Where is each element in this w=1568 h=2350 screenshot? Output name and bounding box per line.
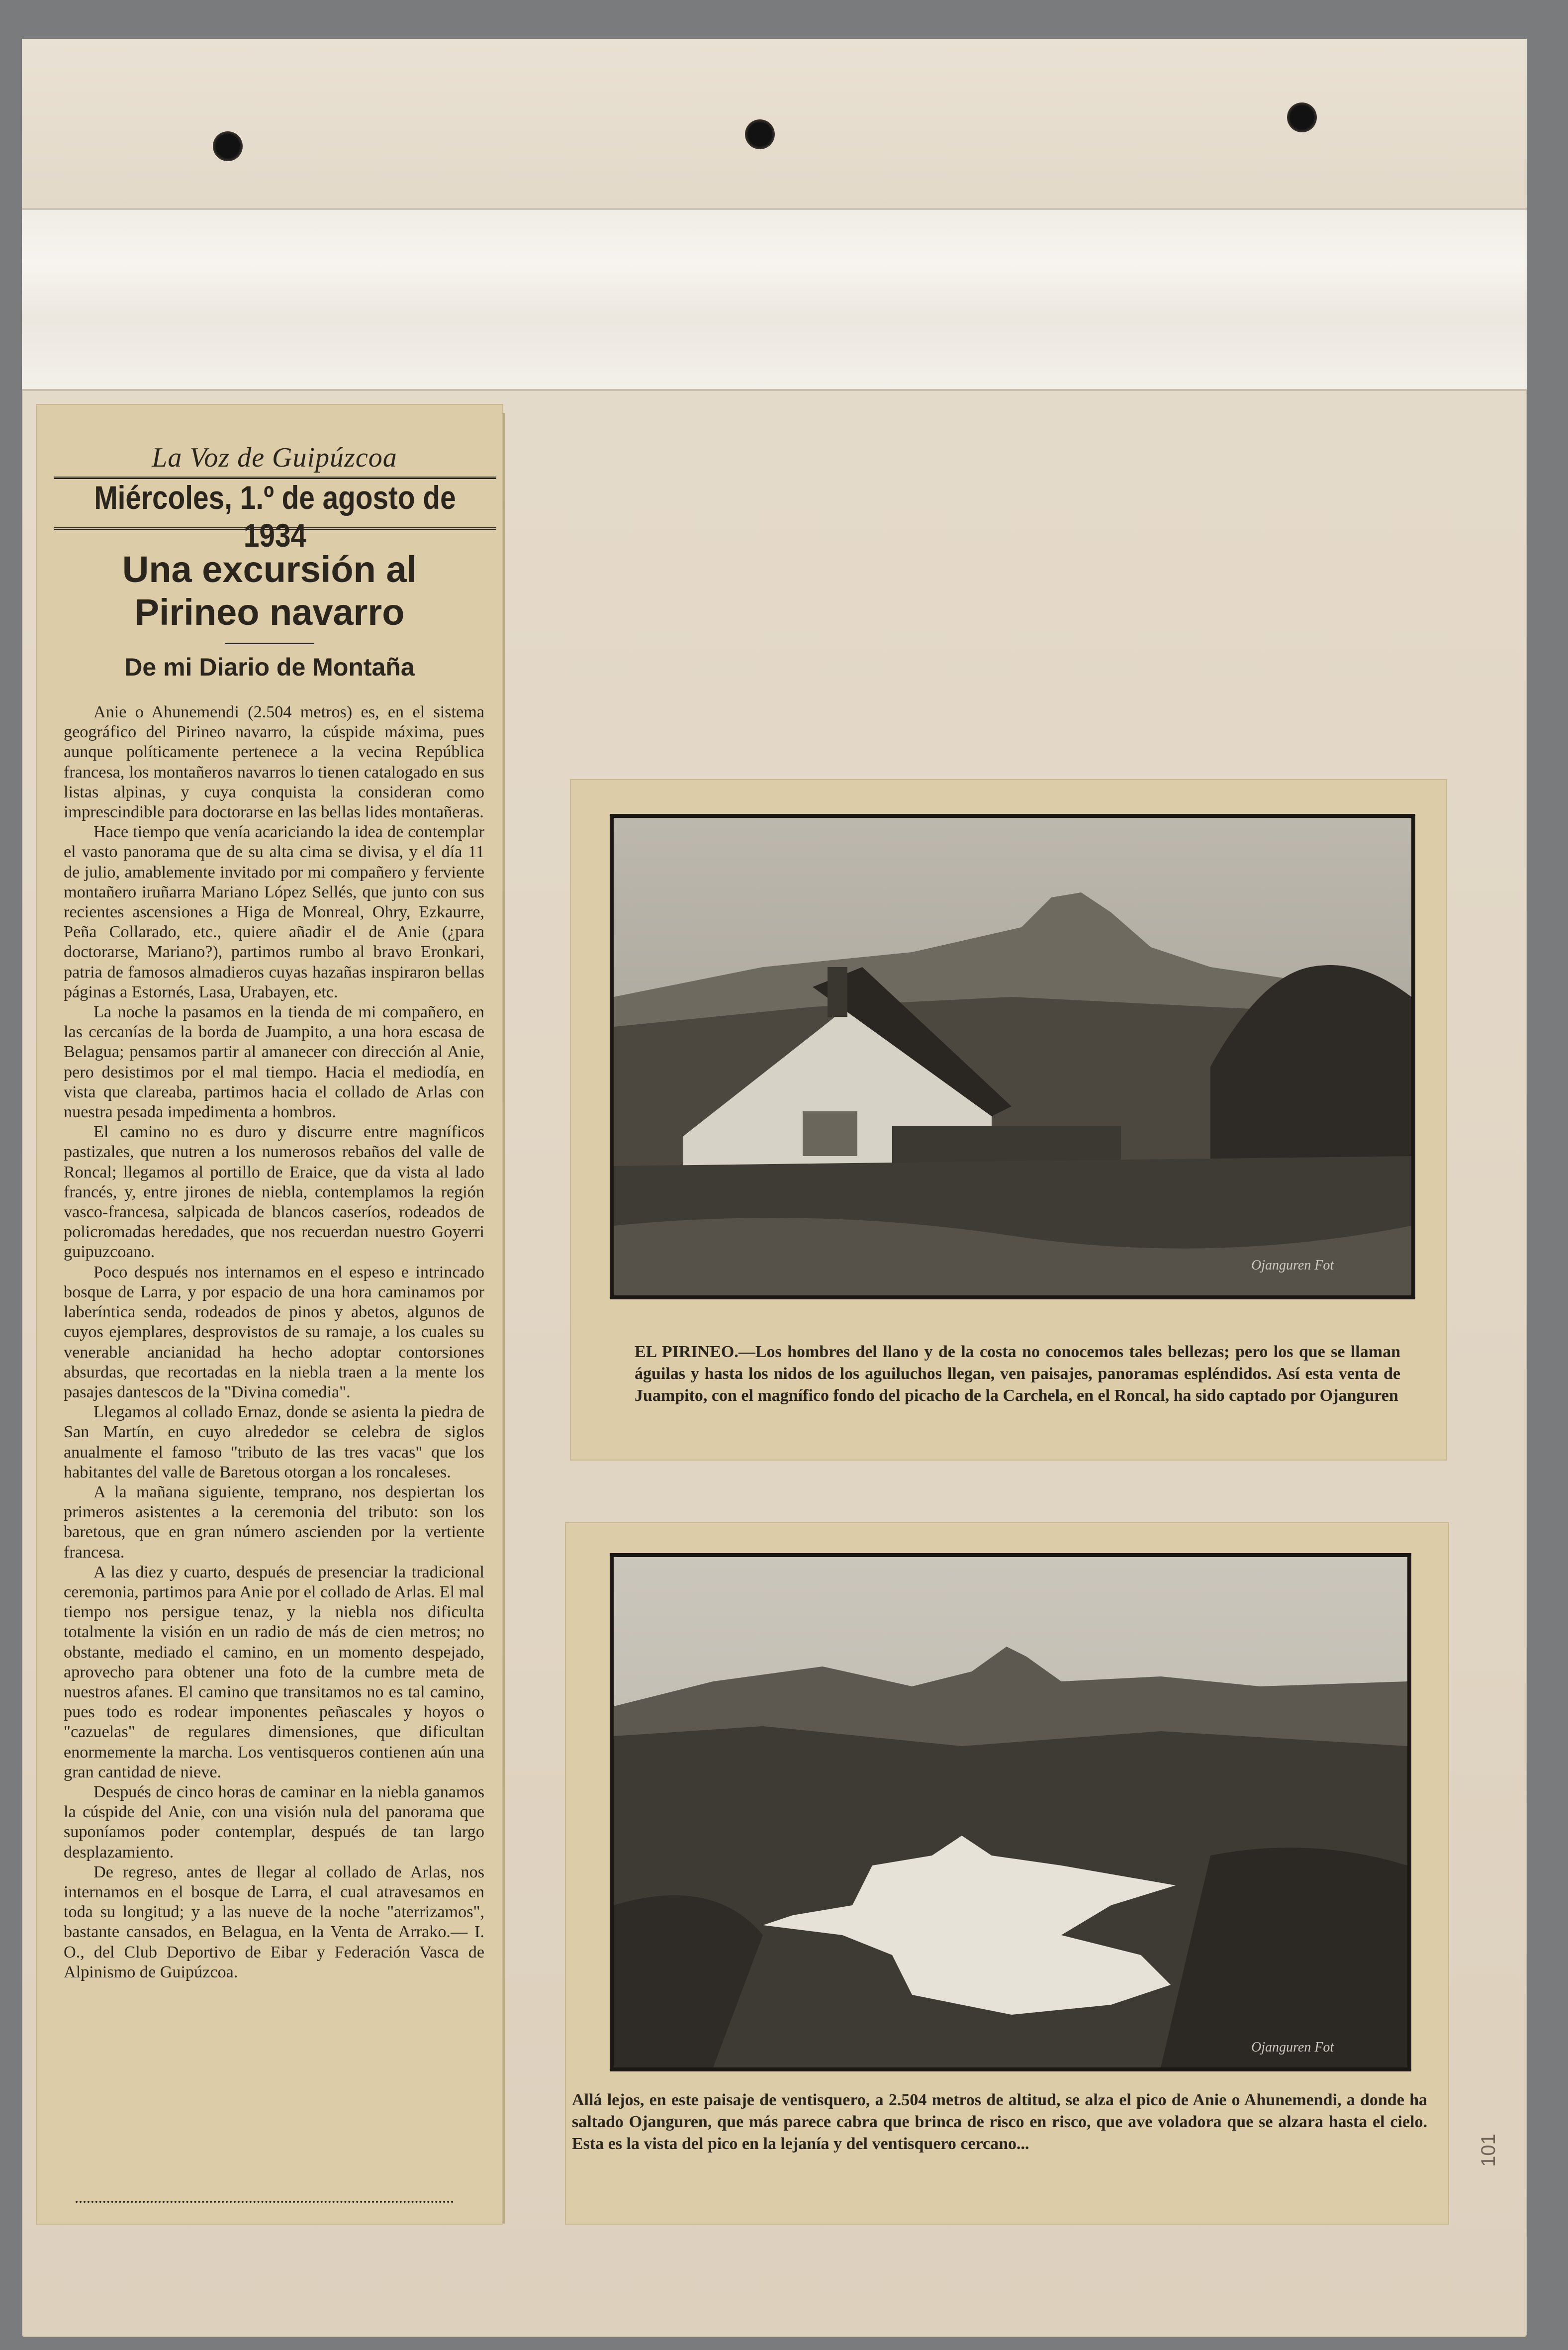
- article-paragraph: Poco después nos internamos en el espeso e intrincado bosque de Larra, y por espacio de una hora caminamos por laberíntica senda, rodeados de pinos y abetos, algunos de cuyos ejemplares, desprovistos de su ramaje, a los cuales su venerable ancianidad ha hecho adoptar contorsiones absurdas, que recortadas en la niebla traen a la mente los pasajes dantescos de la "Divina comedia".: [64, 1263, 484, 1401]
- anie-peak-image: [614, 1557, 1407, 2067]
- newspaper-masthead: La Voz de Guipúzcoa: [152, 442, 397, 473]
- punch-hole: [1287, 102, 1317, 132]
- photo-clipping-1: [570, 779, 1447, 1461]
- binding-tape: [22, 208, 1527, 391]
- article-paragraph: De regreso, antes de llegar al collado de Arlas, nos internamos en el bosque de Larra, el cual atravesamos en toda su longitud; y a las nueve de la noche "aterrizamos", bastante cansados, en Belagua, en la Venta de Arrako.— I. O., del Club Deportivo de Eibar y Federación Vasca de Alpinismo de Guipúzcoa.: [64, 1862, 484, 1981]
- photo-anie-peak: [610, 1553, 1411, 2071]
- article-subhead: De mi Diario de Montaña: [124, 653, 415, 681]
- binding-strip: [22, 39, 1527, 209]
- article-clipping: [36, 404, 503, 2225]
- article-paragraph: La noche la pasamos en la tienda de mi compañero, en las cercanías de la borda de Juampito, a una hora escasa de Belagua; pensamos partir al amanecer con dirección al Anie, pero desistimos por el mal tiempo. Hacia el mediodía, en vista que clareaba, partimos hacia el collado de Arlas con nuestra pesada impedimenta a hombros.: [64, 1003, 484, 1122]
- punch-hole: [745, 119, 775, 149]
- photo-clipping-2: [565, 1522, 1449, 2225]
- article-paragraph: A la mañana siguiente, temprano, nos despiertan los primeros asistentes a la ceremonia del tributo: son los baretous, que en gran número ascienden por la vertiente francesa.: [64, 1482, 484, 1562]
- photo-signature: Ojanguren Fot: [1251, 1258, 1334, 1273]
- photo-signature: Ojanguren Fot: [1251, 2040, 1334, 2055]
- photo-caption-1: EL PIRINEO.—Los hombres del llano y de la costa no conocemos tales bellezas; pero los que se llaman águilas y hasta los nidos de los aguiluchos llegan, ven paisajes, panoramas espléndidos. Así esta venta de Juampito, con el magnífico fondo del picacho de la Carchela, en el Roncal, ha sido captado por Ojanguren: [635, 1343, 1400, 1405]
- article-headline: Una excursión al Pirineo navarro: [122, 549, 417, 633]
- article-paragraph: Hace tiempo que venía acariciando la idea de contemplar el vasto panorama que de su alta cima se divisa, y el día 11 de julio, amablemente invitado por mi compañero y ferviente montañero iruñarra Mariano López Sellés, que junto con sus recientes ascensiones a Higa de Monreal, Ohry, Ezkaurre, Peña Collarado, etc., quiere añadir el de Anie (¿para doctorarse, Mariano?), partimos rumbo al bravo Eronkari, patria de famosos almadieros cuyas hazañas inspiraron bellas páginas a Estornés, Lasa, Urabayen, etc.: [64, 823, 484, 1001]
- photo-hut-mountain: [610, 814, 1415, 1299]
- article-end-rule: [76, 2201, 454, 2203]
- page-number: 101: [1477, 2134, 1499, 2167]
- article-dateline: Miércoles, 1.º de agosto de 1934: [94, 479, 456, 554]
- article-paragraph: El camino no es duro y discurre entre magníficos pastizales, que nutren a los numerosos rebaños del valle de Roncal; llegamos al portillo de Eraice, que da vista al lado francés, y, entre jirones de niebla, contemplamos la región vasco-francesa, salpicada de blancos caseríos, rodeados de policromadas heredades, que nos recuerdan nuestro Goyerri guipuzcoano.: [64, 1123, 484, 1262]
- subhead-rule: [225, 643, 314, 644]
- punch-hole: [213, 131, 243, 161]
- column-edge: [503, 413, 505, 2224]
- article-paragraph: Después de cinco horas de caminar en la niebla ganamos la cúspide del Anie, con una visión nula del panorama que suponíamos poder contemplar, después de tan largo desplazamiento.: [64, 1782, 484, 1861]
- article-body: [64, 702, 484, 2200]
- photo-caption-2: Allá lejos, en este paisaje de ventisquero, a 2.504 metros de altitud, se alza el pico de Anie o Ahunemendi, a donde ha saltado Ojanguren, que más parece cabra que brinca de risco en risco, que ave voladora que se alzara hasta el cielo. Esta es la vista del pico en la lejanía y del ventisquero cercano...: [572, 2091, 1427, 2153]
- mountain-hut-image: [614, 818, 1411, 1295]
- dateline-rule: [54, 527, 496, 530]
- article-paragraph: Anie o Ahunemendi (2.504 metros) es, en el sistema geográfico del Pirineo navarro, la cúspide máxima, pues aunque políticamente pertenece a la vecina República francesa, los montañeros navarros lo tienen catalogado en sus listas alpinas, y cuya conquista la consideran como imprescindible para doctorarse en las bellas lides montañeras.: [64, 703, 484, 822]
- article-paragraph: Llegamos al collado Ernaz, donde se asienta la piedra de San Martín, en cuyo alrededor se celebra de siglos anualmente el famoso "tributo de las tres vacas" que los habitantes del valle de Baretous otorgan a los roncaleses.: [64, 1403, 484, 1481]
- article-paragraph: A las diez y cuarto, después de presenciar la tradicional ceremonia, partimos para Anie por el collado de Arlas. El mal tiempo nos persigue tenaz, y la niebla nos dificulta totalmente la visión en un radio de más de cien metros; no obstante, mediado el camino, en un momento despejado, aprovecho para obtener una foto de la cumbre meta de nuestros afanes. El camino que transitamos no es tal camino, pues todo es rodear imponentes peñascales y hoyos o "cazuelas" de regulares dimensiones, que dificultan enormemente la marcha. Los ventisqueros contienen aún una gran cantidad de nieve.: [64, 1563, 484, 1781]
